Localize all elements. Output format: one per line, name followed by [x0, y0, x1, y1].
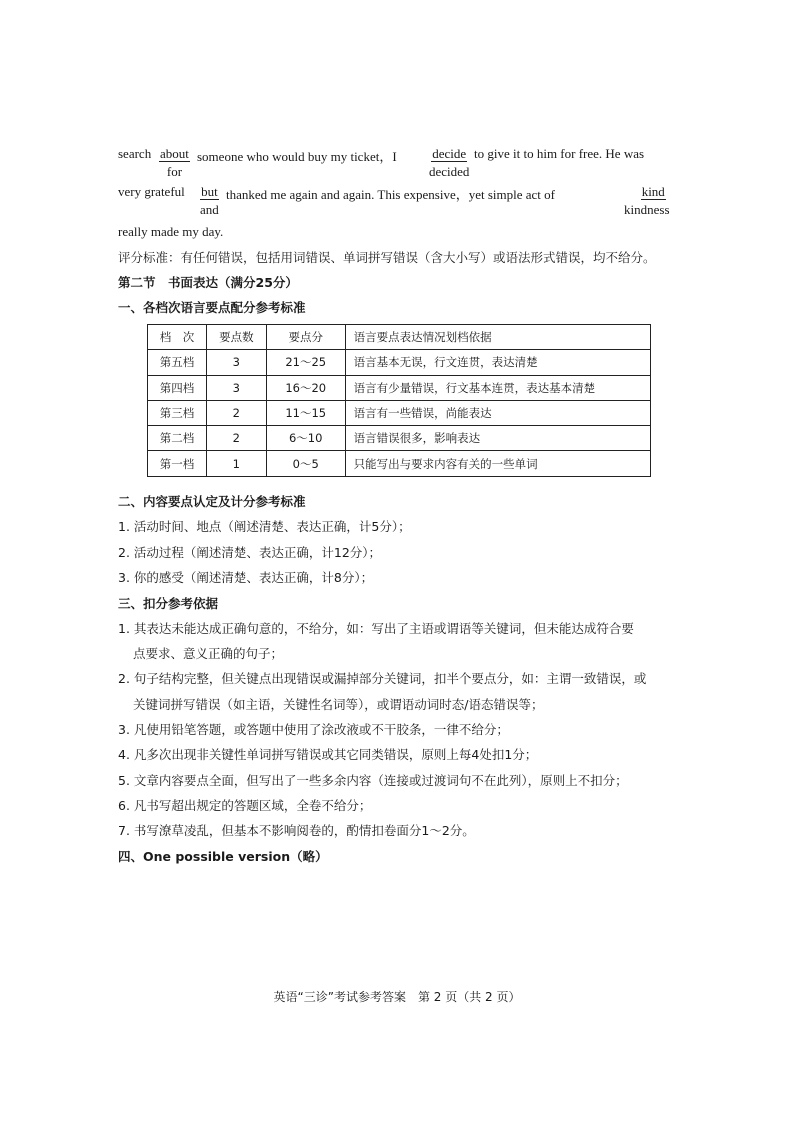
table-cell: 2	[206, 426, 266, 451]
table-row	[148, 350, 651, 375]
table-cell: 语言基本无误，行文连贯，表达清楚	[345, 350, 650, 375]
table-header: 语言要点表达情况划档依据	[345, 325, 650, 350]
corrected-word: for	[166, 164, 183, 179]
table-row	[148, 400, 651, 425]
table-cell: 语言错误很多，影响表达	[345, 426, 650, 451]
list-item: 2. 活动过程（阐述清楚、表达正确，计12分）；	[118, 545, 382, 560]
passage-line1-end: to give it to him for free. He was	[474, 146, 645, 161]
table-header: 档 次	[148, 325, 207, 350]
passage-line1-start: search	[118, 146, 152, 161]
table-cell: 0～5	[266, 451, 345, 476]
table-cell: 第三档	[148, 400, 207, 425]
table-cell: 第五档	[148, 350, 207, 375]
part1-heading: 一、各档次语言要点配分参考标准	[118, 300, 306, 315]
table-cell: 6～10	[266, 426, 345, 451]
table-cell: 21～25	[266, 350, 345, 375]
passage-line2-middle: thanked me again and again. This expensive，yet simple act of	[226, 187, 555, 202]
part2-heading: 二、内容要点认定及计分参考标准	[118, 494, 306, 509]
section-title: 第二节 书面表达（满分25分）	[118, 275, 298, 290]
table-cell: 第二档	[148, 426, 207, 451]
grading-table	[147, 324, 651, 477]
table-cell: 3	[206, 350, 266, 375]
corrected-word: and	[200, 202, 219, 217]
list-item: 6. 凡书写超出规定的答题区域，全卷不给分；	[118, 798, 372, 813]
list-item: 4. 凡多次出现非关键性单词拼写错误或其它同类错误，原则上每4处扣1分；	[118, 747, 538, 762]
table-row	[148, 451, 651, 476]
list-item: 3. 你的感受（阐述清楚、表达正确，计8分）；	[118, 570, 374, 585]
table-header-row	[148, 325, 651, 350]
table-header: 要点分	[266, 325, 345, 350]
table-cell: 第一档	[148, 451, 207, 476]
correction-decide-decided	[429, 146, 469, 180]
list-item: 1. 其表达未能达成正确句意的，不给分，如：写出了主语或谓语等关键词，但未能达成符合要	[118, 621, 634, 636]
table-row	[148, 375, 651, 400]
correction-kind-kindness	[624, 184, 670, 218]
list-item-continued: 点要求、意义正确的句子；	[133, 646, 284, 661]
original-word: kind	[641, 184, 665, 199]
part3-heading: 三、扣分参考依据	[118, 596, 219, 611]
table-cell: 16～20	[266, 375, 345, 400]
list-item: 5. 文章内容要点全面，但写出了一些多余内容（连接或过渡词句不在此列），原则上不扣分；	[118, 773, 628, 788]
table-header: 要点数	[206, 325, 266, 350]
list-item-continued: 关键词拼写错误（如主语，关键性名词等），或谓语动词时态/语态错误等；	[133, 697, 544, 712]
part4-heading: 四、One possible version（略）	[118, 849, 328, 864]
grading-rule: 评分标准：有任何错误，包括用词错误、单词拼写错误（含大小写）或语法形式错误，均不给分。	[118, 250, 656, 265]
correction-about-for	[159, 146, 190, 180]
table-cell: 语言有一些错误，尚能表达	[345, 400, 650, 425]
table-row	[148, 426, 651, 451]
table-cell: 1	[206, 451, 266, 476]
table-cell: 只能写出与要求内容有关的一些单词	[345, 451, 650, 476]
list-item: 2. 句子结构完整，但关键点出现错误或漏掉部分关键词，扣半个要点分，如：主谓一致错误，或	[118, 671, 647, 686]
corrected-word: kindness	[624, 202, 670, 217]
list-item: 1. 活动时间、地点（阐述清楚、表达正确，计5分）；	[118, 519, 411, 534]
table-cell: 第四档	[148, 375, 207, 400]
list-item: 3. 凡使用铅笔答题，或答题中使用了涂改液或不干胶条，一律不给分；	[118, 722, 509, 737]
passage-line2-start: very grateful	[118, 184, 185, 199]
page-footer: 英语“三诊”考试参考答案 第 2 页（共 2 页）	[273, 990, 521, 1004]
original-word: decide	[432, 146, 467, 161]
table-cell: 语言有少量错误，行文基本连贯，表达基本清楚	[345, 375, 650, 400]
original-word: about	[160, 146, 189, 161]
table-cell: 3	[206, 375, 266, 400]
table-cell: 2	[206, 400, 266, 425]
list-item: 7. 书写潦草凌乱，但基本不影响阅卷的，酌情扣卷面分1～2分。	[118, 823, 475, 838]
corrected-word: decided	[429, 164, 470, 179]
table-cell: 11～15	[266, 400, 345, 425]
passage-line3: really made my day.	[118, 224, 224, 239]
original-word: but	[201, 184, 218, 199]
correction-but-and	[200, 184, 219, 218]
passage-line1-middle: someone who would buy my ticket，I	[197, 149, 397, 164]
